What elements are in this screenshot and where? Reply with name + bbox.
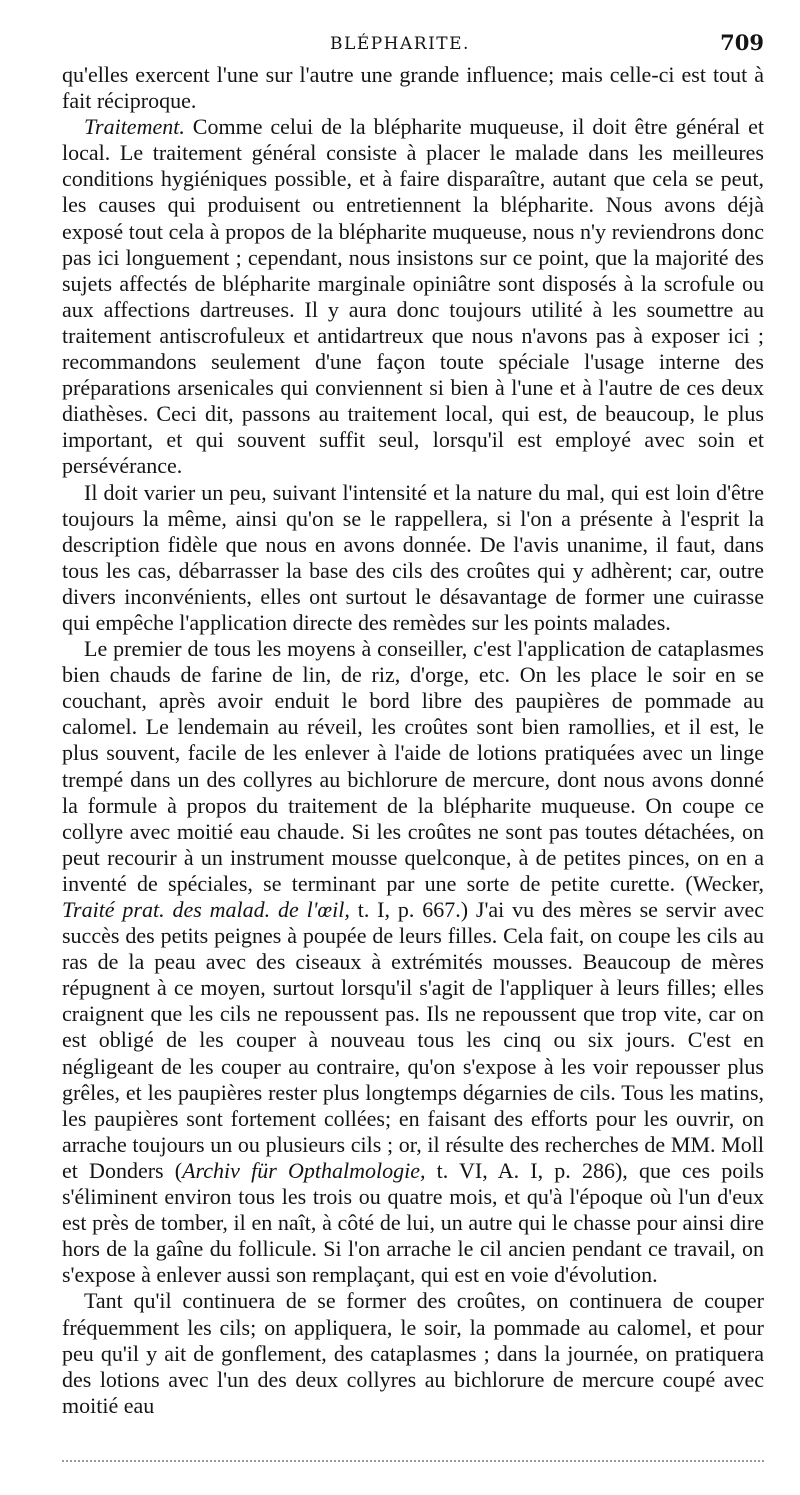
paragraph [62,480,764,637]
body-text [62,62,764,1419]
paragraph [62,62,764,114]
footer-rule [62,1460,764,1462]
chapter-title: BLÉPHARITE. [330,34,470,54]
page-number: 709 [720,30,764,55]
running-header [0,30,800,60]
text-run: t. VI, A. I, p. 286), que ces poils s'éliminent environ tous les trois ou quatre mois, et qu'à l'époque où l'un d'eux est près de tomber, il en naît, à côté de lui, un autre qui le chasse pour ainsi dire hors de la gaîne du follicule. Si l'on arrache le cil ancien pendant ce travail, on s'expose à enlever aussi son remplaçant, qui est en voie d'évolution. [62,1157,764,1288]
paragraph [62,636,764,1288]
text-run: Le premier de tous les moyens à conseiller, c'est l'application de cataplasmes bien chauds de farine de lin, de riz, d'orge, etc. On les place le soir en se couchant, après avoir enduit le bord libre des paupières de pommade au calomel. Le lendemain au réveil, les croûtes sont bien ramollies, et il est, le plus souvent, facile de les enlever à l'aide de lotions pratiquées avec un linge trempé dans un des collyres au bichlorure de mercure, dont nous avons donné la formule à propos du traitement de la blépharite muqueuse. On coupe ce collyre avec moitié eau chaude. Si les croûtes ne sont pas toutes détachées, on peut recourir à un instrument mousse quelconque, à de petites pinces, on en a inventé de spéciales, se terminant par une sorte de petite curette. (Wecker, [62,636,764,896]
text-run: Il doit varier un peu, suivant l'intensité et la nature du mal, qui est loin d'être toujours la même, ainsi qu'on se le rappellera, si l'on a présente à l'esprit la description fidèle que nous en avons donnée. De l'avis unanime, il faut, dans tous les cas, débarrasser la base des cils des croûtes qui y adhèrent; car, outre divers inconvénients, elles ont surtout le désavantage de former une cuirasse qui empêche l'application directe des remèdes sur les points malades. [62,479,764,635]
paragraph [62,114,764,479]
paragraph [62,1288,764,1418]
italic-text: Traité prat. des malad. de l'œil, [62,897,350,922]
italic-text: Archiv für Opthalmologie, [182,1157,426,1183]
text-run: Tant qu'il continuera de se former des croûtes, on continuera de couper fréquemment les cils; on appliquera, le soir, la pommade au calomel, et pour peu qu'il y ait de gonflement, des cataplasmes ; dans la journée, on pratiquera des lotions avec l'un des deux collyres au bichlorure de mercure coupé avec moitié eau [62,1288,764,1418]
text-run: Comme celui de la blépharite muqueuse, il doit être général et local. Le traitement général consiste à placer le malade dans les meilleures conditions hygiéniques possible, et à faire disparaître, autant que cela se peut, les causes qui produisent ou entretiennent la blépharite. Nous avons déjà exposé tout cela à propos de la blépharite muqueuse, nous n'y reviendrons donc pas ici longuement ; cependant, nous insistons sur ce point, que la majorité des sujets affectés de blépharite marginale opiniâtre sont disposés à la scrofule ou aux affections dartreuses. Il y aura donc toujours utilité à les soumettre au traitement antiscrofuleux et antidartreux que nous n'avons pas à exposer ici ; recommandons seulement d'une façon toute spéciale l'usage interne des préparations arsenicales qui conviennent si bien à l'une et à l'autre de ces deux diathèses. Ceci dit, passons au traitement local, qui est, de beaucoup, le plus important, et qui souvent suffit seul, lorsqu'il est employé avec soin et persévérance. [62,114,764,479]
italic-text: Traitement. [84,114,185,140]
text-run: qu'elles exercent l'une sur l'autre une grande influence; mais celle-ci est tout à fait réciproque. [62,62,764,114]
text-run: t. I, p. 667.) J'ai vu des mères se servir avec succès des petits peignes à poupée de leurs filles. Cela fait, on coupe les cils au ras de la peau avec des ciseaux à extrémités mousses. Beaucoup de mères répugnent à ce moyen, surtout lorsqu'il s'agit de l'appliquer à leurs filles; elles craignent que les cils ne repoussent pas. Ils ne repoussent que trop vite, car on est obligé de les couper à nouveau tous les cinq ou six jours. C'est en négligeant de les couper au contraire, qu'on s'expose à les voir repousser plus grêles, et les paupières rester plus longtemps dégarnies de cils. Tous les matins, les paupières sont fortement collées; en faisant des efforts pour les ouvrir, on arrache toujours un ou plusieurs cils ; or, il résulte des recherches de MM. Moll et Donders ( [62,897,764,1183]
